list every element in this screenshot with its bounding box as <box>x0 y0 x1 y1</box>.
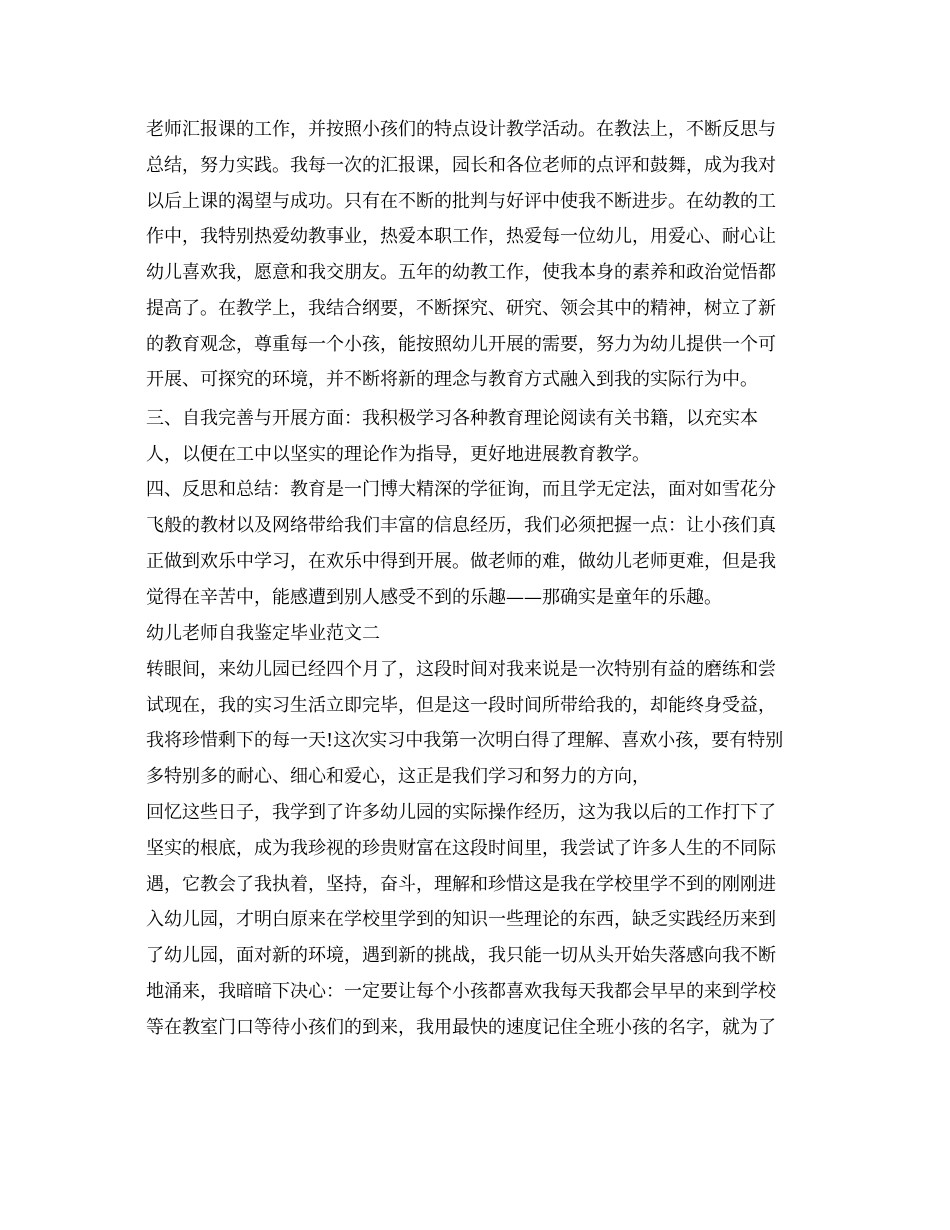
text-line: 试现在，我的实习生活立即完毕，但是这一段时间所带给我的，却能终身受益， <box>146 695 776 716</box>
text-line: 总结，努力实践。我每一次的汇报课，园长和各位老师的点评和鼓舞，成为我对 <box>146 155 776 176</box>
text-line: 飞般的教材以及网络带给我们丰富的信息经历，我们必须把握一点：让小孩们真 <box>146 515 776 536</box>
text-line: 幼儿喜欢我，愿意和我交朋友。五年的幼教工作，使我本身的素养和政治觉悟都 <box>146 262 776 283</box>
text-line: 回忆这些日子，我学到了许多幼儿园的实际操作经历，这为我以后的工作打下了 <box>146 802 776 823</box>
text-line: 我将珍惜剩下的每一天!这次实习中我第一次明白得了理解、喜欢小孩，要有特别 <box>146 730 784 751</box>
section-heading: 幼儿老师自我鉴定毕业范文二 <box>146 623 380 644</box>
text-line: 作中，我特别热爱幼教事业，热爱本职工作，热爱每一位幼儿，用爱心、耐心让 <box>146 226 776 247</box>
text-line: 四、反思和总结：教育是一门博大精深的学征询，而且学无定法，面对如雪花分 <box>146 479 776 500</box>
text-line: 了幼儿园，面对新的环境，遇到新的挑战，我只能一切从头开始失落感向我不断 <box>146 945 776 966</box>
text-line: 老师汇报课的工作，并按照小孩们的特点设计教学活动。在教法上，不断反思与 <box>146 119 776 140</box>
text-line: 三、自我完善与开展方面：我积极学习各种教育理论阅读有关书籍，以充实本 <box>146 408 758 429</box>
text-line: 的教育观念，尊重每一个小孩，能按照幼儿开展的需要，努力为幼儿提供一个可 <box>146 334 776 355</box>
text-line: 等在教室门口等待小孩们的到来，我用最快的速度记住全班小孩的名字，就为了 <box>146 1017 776 1038</box>
text-line: 转眼间，来幼儿园已经四个月了，这段时间对我来说是一次特别有益的磨练和尝 <box>146 659 776 680</box>
text-line: 坚实的根底，成为我珍视的珍贵财富在这段时间里，我尝试了许多人生的不同际 <box>146 838 776 859</box>
text-line: 开展、可探究的环境，并不断将新的理念与教育方式融入到我的实际行为中。 <box>146 369 758 390</box>
text-line: 正做到欢乐中学习，在欢乐中得到开展。做老师的难，做幼儿老师更难，但是我 <box>146 551 776 572</box>
text-line: 多特别多的耐心、细心和爱心，这正是我们学习和努力的方向， <box>146 766 650 787</box>
text-line: 提高了。在教学上，我结合纲要，不断探究、研究、领会其中的精神，树立了新 <box>146 298 776 319</box>
text-line: 入幼儿园，才明白原来在学校里学到的知识一些理论的东西，缺乏实践经历来到 <box>146 909 776 930</box>
text-line: 遇，它教会了我执着，坚持，奋斗，理解和珍惜这是我在学校里学不到的刚刚进 <box>146 874 776 895</box>
text-line: 人，以便在工中以坚实的理论作为指导，更好地进展教育教学。 <box>146 444 650 465</box>
text-line: 地涌来，我暗暗下决心：一定要让每个小孩都喜欢我每天我都会早早的来到学校 <box>146 981 776 1002</box>
text-line: 以后上课的渴望与成功。只有在不断的批判与好评中使我不断进步。在幼教的工 <box>146 191 776 212</box>
text-line: 觉得在辛苦中，能感遭到别人感受不到的乐趣——那确实是童年的乐趣。 <box>146 587 722 608</box>
